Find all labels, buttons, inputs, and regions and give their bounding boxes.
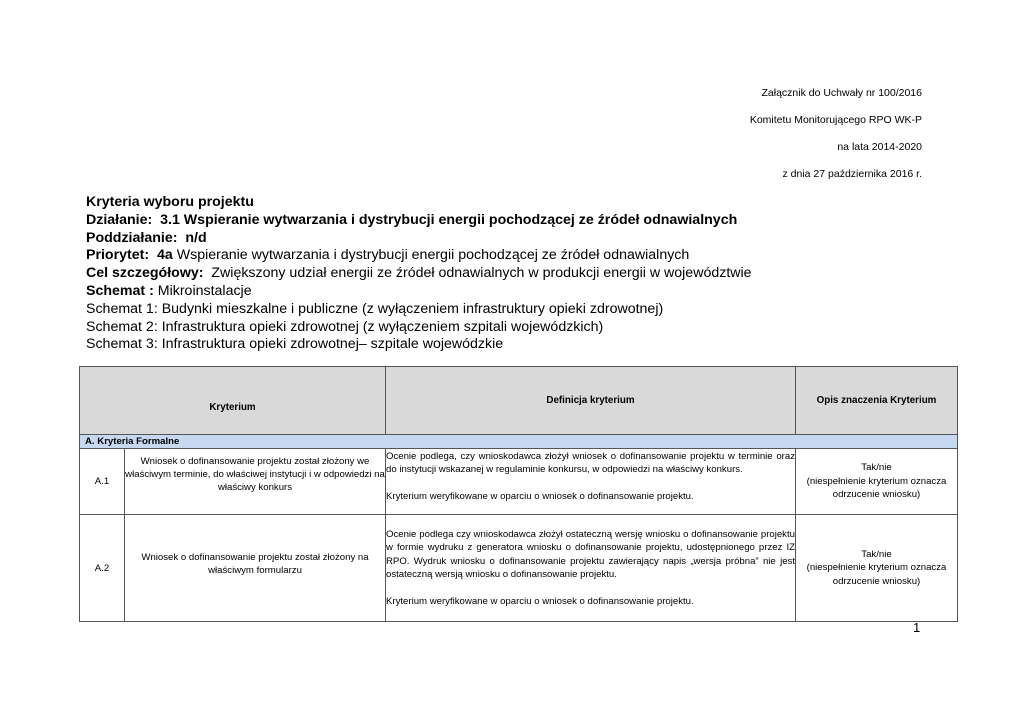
- title-dzialanie: Działanie: 3.1 Wspieranie wytwarzania i dystrybucji energii pochodzącej ze źródeł odnawialnych: [86, 211, 738, 228]
- title-schemat-1: Schemat 1: Budynki mieszkalne i publiczne (z wyłączeniem infrastruktury opieki zdrowotnej): [86, 300, 664, 317]
- title-schemat: Schemat : Mikroinstalacje: [86, 282, 252, 299]
- table-row: [80, 449, 958, 515]
- header-kryterium: Kryterium: [80, 367, 386, 435]
- criterion-name: Wniosek o dofinansowanie projektu został złożony we właściwym terminie, do właściwej instytucji i w odpowiedzi na właściwy konkurs: [125, 449, 386, 515]
- title-poddzialanie: Poddziałanie: n/d: [86, 229, 207, 246]
- meaning-note: (niespełnienie kryterium oznacza odrzucenie wniosku): [806, 562, 947, 587]
- table-header-row: [80, 367, 958, 435]
- criterion-number: A.1: [80, 449, 125, 515]
- section-row: [80, 435, 958, 449]
- title-block: [86, 194, 966, 354]
- page-number: 1: [913, 620, 921, 635]
- header-line-committee: Komitetu Monitorującego RPO WK-P: [749, 114, 922, 126]
- criterion-name: Wniosek o dofinansowanie projektu został złożony na właściwym formularzu: [125, 515, 386, 622]
- title-kryteria: Kryteria wyboru projektu: [86, 194, 254, 210]
- criteria-table: [79, 366, 958, 622]
- definition-paragraph: Kryterium weryfikowane w oparciu o wniosek o dofinansowanie projektu.: [386, 595, 694, 607]
- title-schemat-2: Schemat 2: Infrastruktura opieki zdrowotnej (z wyłączeniem szpitali wojewódzkich): [86, 318, 604, 335]
- meaning-value: Tak/nie: [861, 462, 892, 474]
- table-row: [80, 515, 958, 622]
- header-definicja: Definicja kryterium: [386, 367, 796, 435]
- definition-paragraph: Ocenie podlega czy wnioskodawca złożył ostateczną wersję wniosku o dofinansowanie projektu w formie wydruku z generatora wniosku o dofinansowanie projektu, udostępnionego przez IZ RPO. Wydruk wniosku o dofinansowanie projektu zawierający napis „wersja próbna” nie jest ostateczną wersją wniosku o dofinansowanie projektu.: [386, 528, 795, 581]
- criterion-definition: [386, 515, 796, 622]
- meaning-value: Tak/nie: [861, 548, 892, 560]
- criterion-definition: [386, 449, 796, 515]
- criterion-number: A.2: [80, 515, 125, 622]
- header-line-period: na lata 2014-2020: [837, 141, 922, 153]
- header-opis: Opis znaczenia Kryterium: [796, 367, 958, 435]
- criterion-meaning: [796, 449, 958, 515]
- criterion-meaning: [796, 515, 958, 622]
- title-cel: Cel szczegółowy: Zwiększony udział energii ze źródeł odnawialnych w produkcji energii w województwie: [86, 265, 752, 282]
- definition-paragraph: Ocenie podlega, czy wnioskodawca złożył wniosek o dofinansowanie projektu w terminie oraz do instytucji wskazanej w regulaminie konkursu, w odpowiedzi na właściwy konkurs.: [386, 451, 795, 476]
- definition-paragraph: Kryterium weryfikowane w oparciu o wniosek o dofinansowanie projektu.: [386, 490, 694, 502]
- meaning-note: (niespełnienie kryterium oznacza odrzucenie wniosku): [806, 475, 947, 501]
- title-priorytet: Priorytet: 4a Wspieranie wytwarzania i dystrybucji energii pochodzącej ze źródeł odnawialnych: [86, 247, 690, 264]
- header-line-annex: Załącznik do Uchwały nr 100/2016: [761, 87, 922, 99]
- title-schemat-3: Schemat 3: Infrastruktura opieki zdrowotnej– szpitale wojewódzkie: [86, 336, 504, 353]
- section-label: A. Kryteria Formalne: [80, 435, 958, 449]
- header-line-date: z dnia 27 października 2016 r.: [782, 168, 922, 180]
